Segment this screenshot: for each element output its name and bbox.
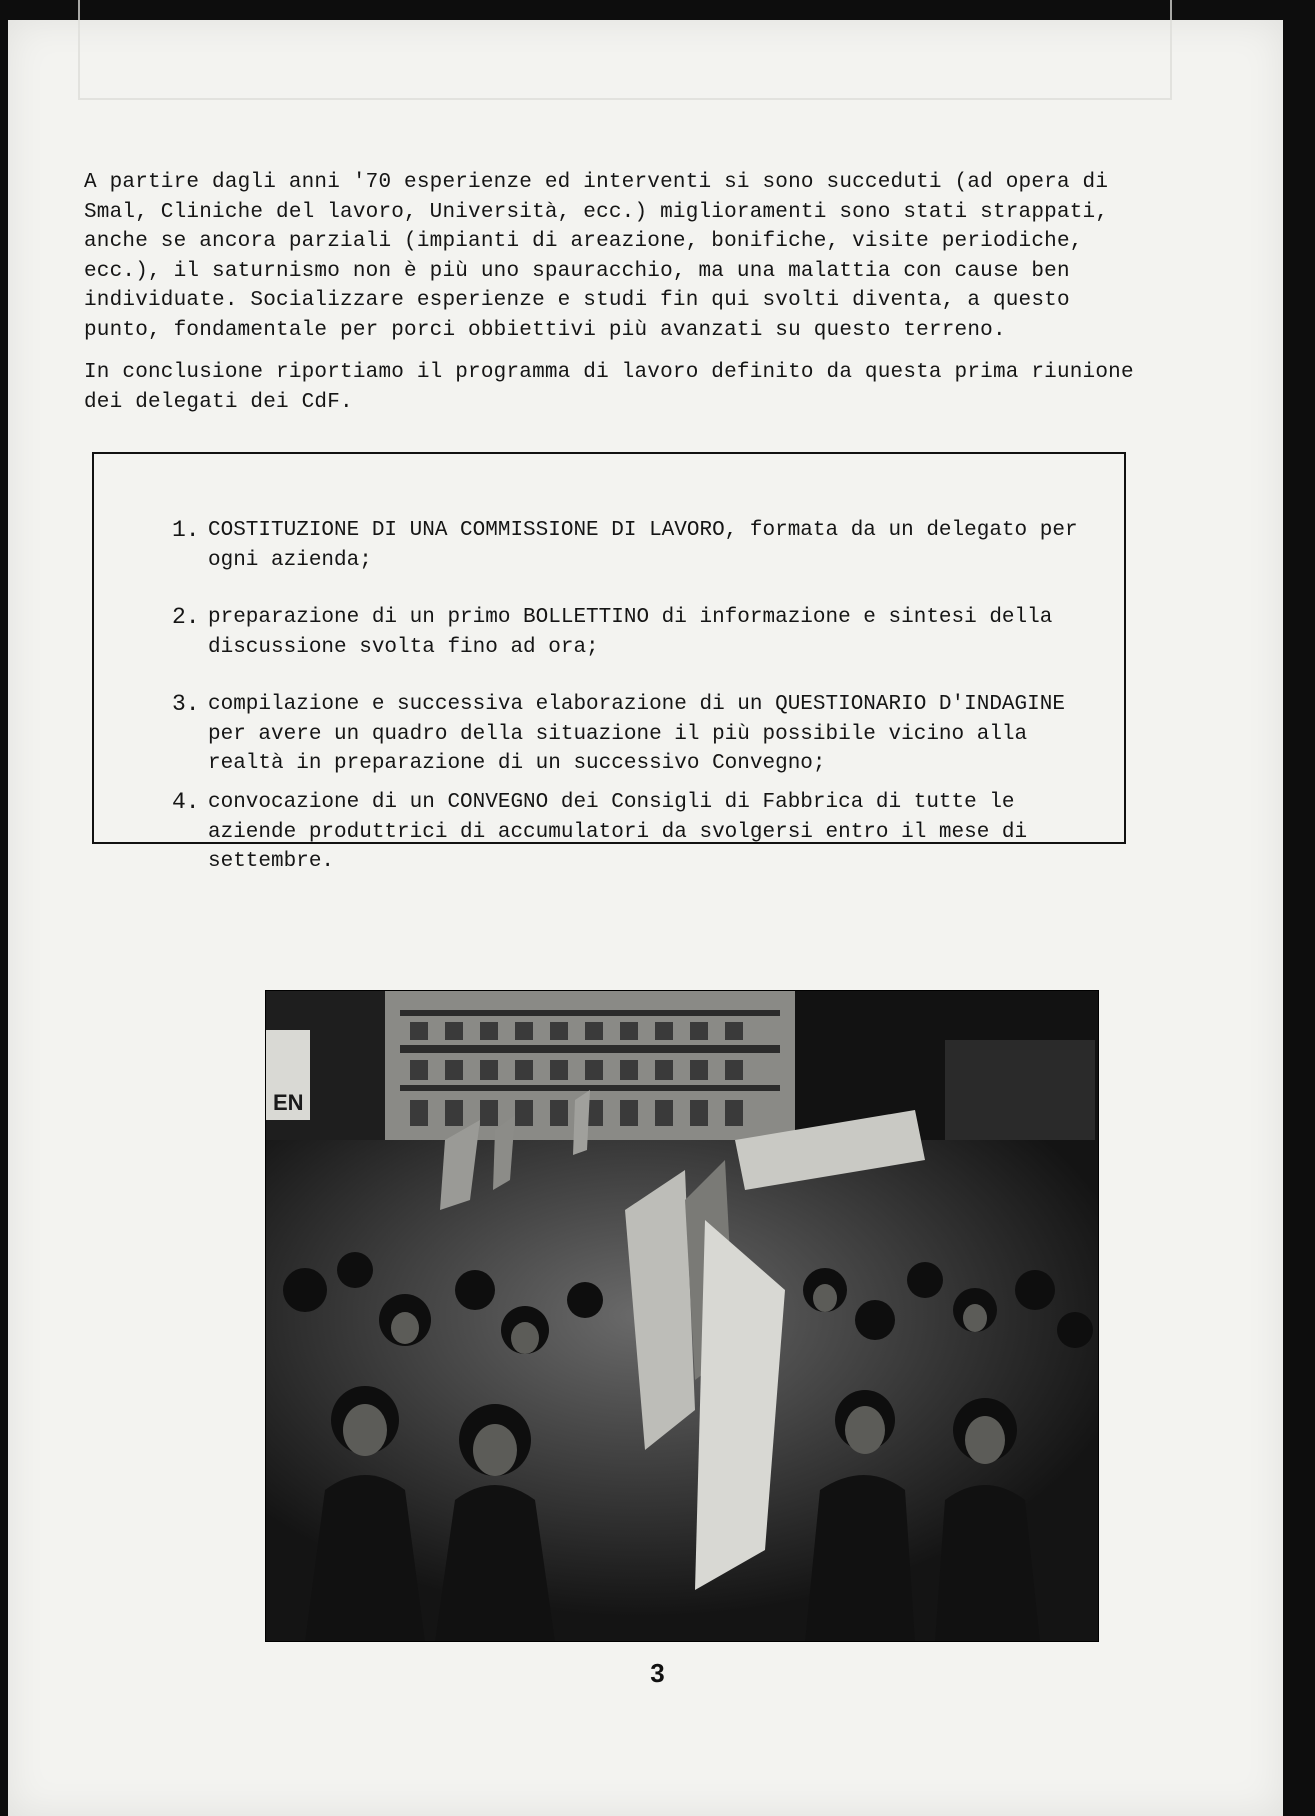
program-item-number: 1. xyxy=(172,517,200,543)
page-number: 3 xyxy=(650,1658,665,1688)
svg-text:EN: EN xyxy=(273,1090,304,1115)
conclusion-paragraph: In conclusione riportiamo il programma di lavoro definito da questa prima riunione dei delegati dei CdF. xyxy=(84,361,1134,414)
program-item xyxy=(172,788,1102,877)
program-item-number: 4. xyxy=(172,789,200,815)
program-item xyxy=(172,690,1102,779)
program-item-number: 3. xyxy=(172,691,200,717)
program-item-text: convocazione di un CONVEGNO dei Consigli di Fabbrica di tutte le aziende produttrici di accumulatori da svolgersi entro il mese di settembre. xyxy=(208,791,1028,873)
program-item xyxy=(172,603,1102,662)
program-item-text: COSTITUZIONE DI UNA COMMISSIONE DI LAVORO, formata da un delegato per ogni azienda; xyxy=(208,519,1078,572)
demonstration-photo xyxy=(265,990,1099,1642)
program-item-number: 2. xyxy=(172,604,200,630)
program-item-text: compilazione e successiva elaborazione di un QUESTIONARIO D'INDAGINE per avere un quadro della situazione il più possibile vicino alla realtà in preparazione di un successivo Convegno; xyxy=(208,693,1065,775)
program-item xyxy=(172,516,1102,575)
document-page xyxy=(8,20,1283,1816)
program-box xyxy=(92,452,1126,873)
intro-paragraph: A partire dagli anni '70 esperienze ed interventi si sono succeduti (ad opera di Smal, Cliniche del lavoro, Università, ecc.) miglioramenti sono stati strappati, anche se ancora parziali (impianti di areazione, bonifiche, visite periodiche, ecc.), il saturnismo non è più uno spauracchio, ma una malattia con cause ben individuate. Socializzare esperienze e studi fin qui svolti diventa, a questo punto, fondamentale per porci obbiettivi più avanzati su questo terreno. xyxy=(84,171,1109,342)
program-item-text: preparazione di un primo BOLLETTINO di informazione e sintesi della discussione svolta fino ad ora; xyxy=(208,606,1053,659)
demonstration-photo-illustration xyxy=(265,990,1099,1642)
